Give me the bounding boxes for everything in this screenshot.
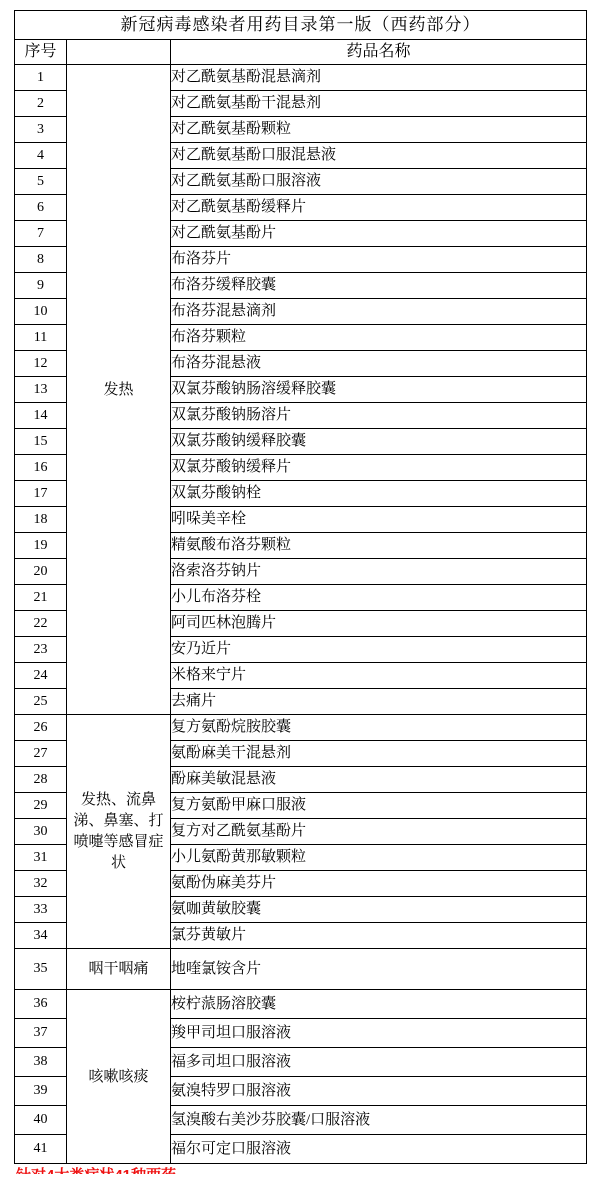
row-no: 6 (15, 195, 67, 221)
row-name: 布洛芬缓释胶囊 (171, 273, 587, 299)
row-name: 双氯芬酸钠缓释胶囊 (171, 429, 587, 455)
row-no: 4 (15, 143, 67, 169)
column-header-no: 序号 (15, 40, 67, 65)
row-no: 31 (15, 845, 67, 871)
row-no: 19 (15, 533, 67, 559)
row-no: 2 (15, 91, 67, 117)
bottom-strip (0, 1174, 600, 1184)
row-no: 26 (15, 715, 67, 741)
row-name: 米格来宁片 (171, 663, 587, 689)
row-name: 精氨酸布洛芬颗粒 (171, 533, 587, 559)
row-no: 28 (15, 767, 67, 793)
row-no: 29 (15, 793, 67, 819)
row-no: 23 (15, 637, 67, 663)
row-name: 去痛片 (171, 689, 587, 715)
row-name: 地喹氯铵含片 (171, 949, 587, 990)
column-header-name: 药品名称 (171, 40, 587, 65)
row-no: 15 (15, 429, 67, 455)
row-name: 布洛芬混悬液 (171, 351, 587, 377)
category-cell-cold-symptoms: 发热、流鼻涕、鼻塞、打喷嚏等感冒症状 (67, 715, 171, 949)
row-no: 41 (15, 1135, 67, 1164)
row-no: 1 (15, 65, 67, 91)
row-name: 对乙酰氨基酚干混悬剂 (171, 91, 587, 117)
table-body (15, 11, 587, 1164)
row-no: 24 (15, 663, 67, 689)
row-no: 36 (15, 990, 67, 1019)
row-no: 12 (15, 351, 67, 377)
drug-catalog-table (14, 10, 587, 1164)
row-no: 8 (15, 247, 67, 273)
table-row (15, 949, 587, 990)
row-name: 福多司坦口服溶液 (171, 1048, 587, 1077)
row-no: 13 (15, 377, 67, 403)
header-row (15, 40, 587, 65)
row-name: 酚麻美敏混悬液 (171, 767, 587, 793)
row-name: 安乃近片 (171, 637, 587, 663)
row-name: 复方氨酚甲麻口服液 (171, 793, 587, 819)
row-no: 33 (15, 897, 67, 923)
row-name: 氨酚麻美干混悬剂 (171, 741, 587, 767)
row-name: 复方对乙酰氨基酚片 (171, 819, 587, 845)
row-no: 40 (15, 1106, 67, 1135)
row-no: 18 (15, 507, 67, 533)
row-no: 20 (15, 559, 67, 585)
row-name: 复方氨酚烷胺胶囊 (171, 715, 587, 741)
row-name: 氨溴特罗口服溶液 (171, 1077, 587, 1106)
row-no: 14 (15, 403, 67, 429)
row-no: 37 (15, 1019, 67, 1048)
row-no: 10 (15, 299, 67, 325)
row-name: 对乙酰氨基酚混悬滴剂 (171, 65, 587, 91)
category-cell-sore-throat: 咽干咽痛 (67, 949, 171, 990)
row-no: 38 (15, 1048, 67, 1077)
row-no: 9 (15, 273, 67, 299)
row-no: 17 (15, 481, 67, 507)
row-name: 氨咖黄敏胶囊 (171, 897, 587, 923)
row-name: 阿司匹林泡腾片 (171, 611, 587, 637)
row-name: 桉柠蒎肠溶胶囊 (171, 990, 587, 1019)
row-name: 羧甲司坦口服溶液 (171, 1019, 587, 1048)
row-name: 洛索洛芬钠片 (171, 559, 587, 585)
title-row (15, 11, 587, 40)
row-name: 布洛芬颗粒 (171, 325, 587, 351)
row-name: 氨酚伪麻美芬片 (171, 871, 587, 897)
row-no: 35 (15, 949, 67, 990)
row-no: 34 (15, 923, 67, 949)
row-name: 对乙酰氨基酚颗粒 (171, 117, 587, 143)
row-name: 布洛芬混悬滴剂 (171, 299, 587, 325)
row-no: 3 (15, 117, 67, 143)
row-no: 22 (15, 611, 67, 637)
page-title: 新冠病毒感染者用药目录第一版（西药部分） (15, 11, 587, 40)
row-name: 氯芬黄敏片 (171, 923, 587, 949)
row-name: 对乙酰氨基酚口服溶液 (171, 169, 587, 195)
row-name: 氢溴酸右美沙芬胶囊/口服溶液 (171, 1106, 587, 1135)
table-row (15, 65, 587, 91)
row-name: 双氯芬酸钠缓释片 (171, 455, 587, 481)
row-name: 双氯芬酸钠栓 (171, 481, 587, 507)
row-no: 11 (15, 325, 67, 351)
row-no: 30 (15, 819, 67, 845)
table-row (15, 715, 587, 741)
row-name: 双氯芬酸钠肠溶片 (171, 403, 587, 429)
row-no: 21 (15, 585, 67, 611)
row-no: 32 (15, 871, 67, 897)
row-name: 小儿布洛芬栓 (171, 585, 587, 611)
row-name: 吲哚美辛栓 (171, 507, 587, 533)
row-no: 16 (15, 455, 67, 481)
row-no: 5 (15, 169, 67, 195)
category-cell-cough: 咳嗽咳痰 (67, 990, 171, 1164)
row-name: 对乙酰氨基酚口服混悬液 (171, 143, 587, 169)
column-header-category (67, 40, 171, 65)
row-name: 双氯芬酸钠肠溶缓释胶囊 (171, 377, 587, 403)
row-name: 布洛芬片 (171, 247, 587, 273)
row-no: 39 (15, 1077, 67, 1106)
row-no: 27 (15, 741, 67, 767)
row-no: 25 (15, 689, 67, 715)
category-cell-fever: 发热 (67, 65, 171, 715)
row-name: 小儿氨酚黄那敏颗粒 (171, 845, 587, 871)
table-row (15, 990, 587, 1019)
row-no: 7 (15, 221, 67, 247)
row-name: 对乙酰氨基酚缓释片 (171, 195, 587, 221)
row-name: 福尔可定口服溶液 (171, 1135, 587, 1164)
row-name: 对乙酰氨基酚片 (171, 221, 587, 247)
